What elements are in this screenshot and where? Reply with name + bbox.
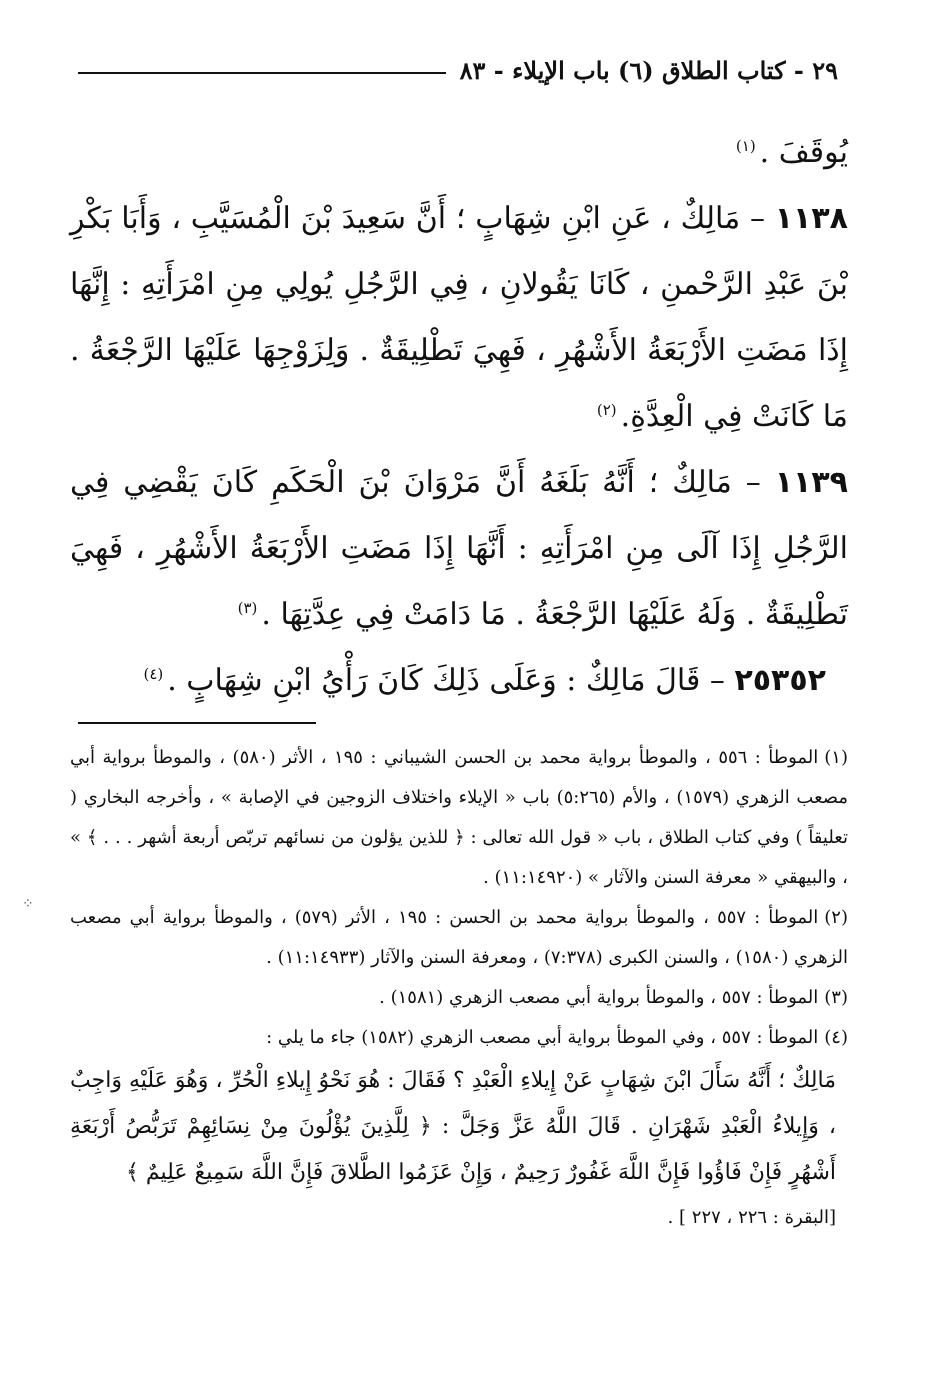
hadith-entry	[70, 450, 848, 648]
continuation-text: يُوقَفَ .	[759, 135, 848, 170]
footnote-text: الموطأ : ٥٥٧ ، وفي الموطأ برواية أبي مصعب الزهري (١٥٨٢) جاء ما يلي :	[266, 1027, 819, 1048]
main-text	[70, 120, 848, 714]
header-rule	[78, 72, 446, 74]
entry-text: – مَالِكٌ ، عَنِ ابْنِ شِهَابٍ ؛ أَنَّ سَعِيدَ بْنَ الْمُسَيَّبِ ، وَأَبَا بَكْرِ بْنَ عَبْدِ الرَّحْمنِ ، كَانَا يَقُولانِ ، فِي الرَّجُلِ يُولِي مِنِ امْرَأَتِهِ : إِنَّهَا إِذَا مَضَتِ الأَرْبَعَةُ الأَشْهُرِ ، فَهِيَ تَطْلِيقَةٌ . وَلِزَوْجِهَا عَلَيْهَا الرَّجْعَةُ . مَا كَانَتْ فِي الْعِدَّةِ.	[70, 201, 848, 434]
footnotes	[70, 738, 848, 1240]
footnote-text: الموطأ : ٥٥٦ ، والموطأ برواية محمد بن الحسن الشيباني : ١٩٥ ، الأثر (٥٨٠) ، والموطأ برواية أبي مصعب الزهري (١٥٧٩) ، والأم (٥:٢٦٥) باب « الإيلاء واختلاف الزوجين في الإصابة » ، وأخرجه البخاري ( تعليقاً ) وفي كتاب الطلاق ، باب « قول الله تعالى : ﴿ للذين يؤلون من نسائهم تربّص أربعة أشهر . . . ﴾ » ، والبيهقي « معرفة السنن والآثار » (١١:١٤٩٢٠) .	[70, 747, 849, 888]
footnote	[70, 898, 848, 978]
footnote	[70, 978, 848, 1018]
footnote	[70, 738, 848, 898]
continuation-line	[70, 120, 848, 186]
footnote-separator	[78, 722, 316, 724]
entry-number: ١١٣٨	[774, 201, 848, 236]
running-header	[78, 48, 838, 92]
quran-reference: [البقرة : ٢٢٦ ، ٢٢٧ ] .	[667, 1207, 836, 1228]
entry-text: – مَالِكٌ ؛ أَنَّهُ بَلَغَهُ أَنَّ مَرْوَانَ بْنَ الْحَكَمِ كَانَ يَقْضِي فِي الرَّجُلِ إِذَا آلَى مِنِ امْرَأَتِهِ : أَنَّهَا إِذَا مَضَتِ الأَرْبَعَةُ الأَشْهُرِ ، فَهِيَ تَطْلِيقَةٌ . وَلَهُ عَلَيْهَا الرَّجْعَةُ . مَا دَامَتْ فِي عِدَّتِهَا .	[70, 465, 848, 632]
footnote-marker: (٤)	[143, 665, 164, 683]
entry-number: ١١٣٩	[774, 465, 848, 500]
footnote-marker: (٣)	[237, 599, 258, 617]
footnote-number: (٣)	[824, 987, 848, 1008]
footnote-marker: (٢)	[596, 401, 617, 419]
footnote-text: الموطأ : ٥٥٧ ، والموطأ برواية أبي مصعب الزهري (١٥٨١) .	[379, 987, 819, 1008]
header-title: ٢٩ - كتاب الطلاق (٦) باب الإيلاء - ٨٣	[459, 55, 838, 85]
hadith-entry	[70, 648, 848, 714]
margin-speck: ⁘	[22, 896, 34, 912]
footnote	[70, 1018, 848, 1058]
footnote-quote: مَالِكٌ ؛ أَنَّهُ سَأَلَ ابْنَ شِهَابٍ عَنْ إِيلاءِ الْعَبْدِ ؟ فَقَالَ : هُوَ نَحْوُ إِيلاءِ الْحُرِّ ، وَهُوَ عَلَيْهِ وَاجِبٌ ، وَإِيلاءُ الْعَبْدِ شَهْرَانِ . قَالَ اللَّهُ عَزَّ وَجَلَّ : ﴿ لِلَّذِينَ يُؤْلُونَ مِنْ نِسَائِهِمْ تَرَبُّصُ أَرْبَعَةِ أَشْهُرٍ فَإِنْ فَاؤُوا فَإِنَّ اللَّهَ غَفُورٌ رَحِيمٌ ، وَإِنْ عَزَمُوا الطَّلاقَ فَإِنَّ اللَّهَ سَمِيعٌ عَلِيمٌ ﴾	[70, 1068, 836, 1185]
footnote-text: الموطأ : ٥٥٧ ، والموطأ برواية محمد بن الحسن : ١٩٥ ، الأثر (٥٧٩) ، والموطأ برواية أبي مصعب الزهري (١٥٨٠) ، والسنن الكبرى (٧:٣٧٨) ، ومعرفة السنن والآثار (١١:١٤٩٣٣) .	[70, 907, 848, 968]
footnote-marker: (١)	[735, 137, 756, 155]
hadith-entry	[70, 186, 848, 450]
entry-text: – قَالَ مَالِكٌ : وَعَلَى ذَلِكَ كَانَ رَأْيُ ابْنِ شِهَابٍ .	[167, 663, 725, 698]
footnote-number: (٤)	[824, 1027, 848, 1048]
footnote-number: (٢)	[824, 907, 848, 928]
entry-number: ٢٥٣٥٢	[734, 663, 826, 698]
footnote-number: (١)	[824, 747, 848, 768]
